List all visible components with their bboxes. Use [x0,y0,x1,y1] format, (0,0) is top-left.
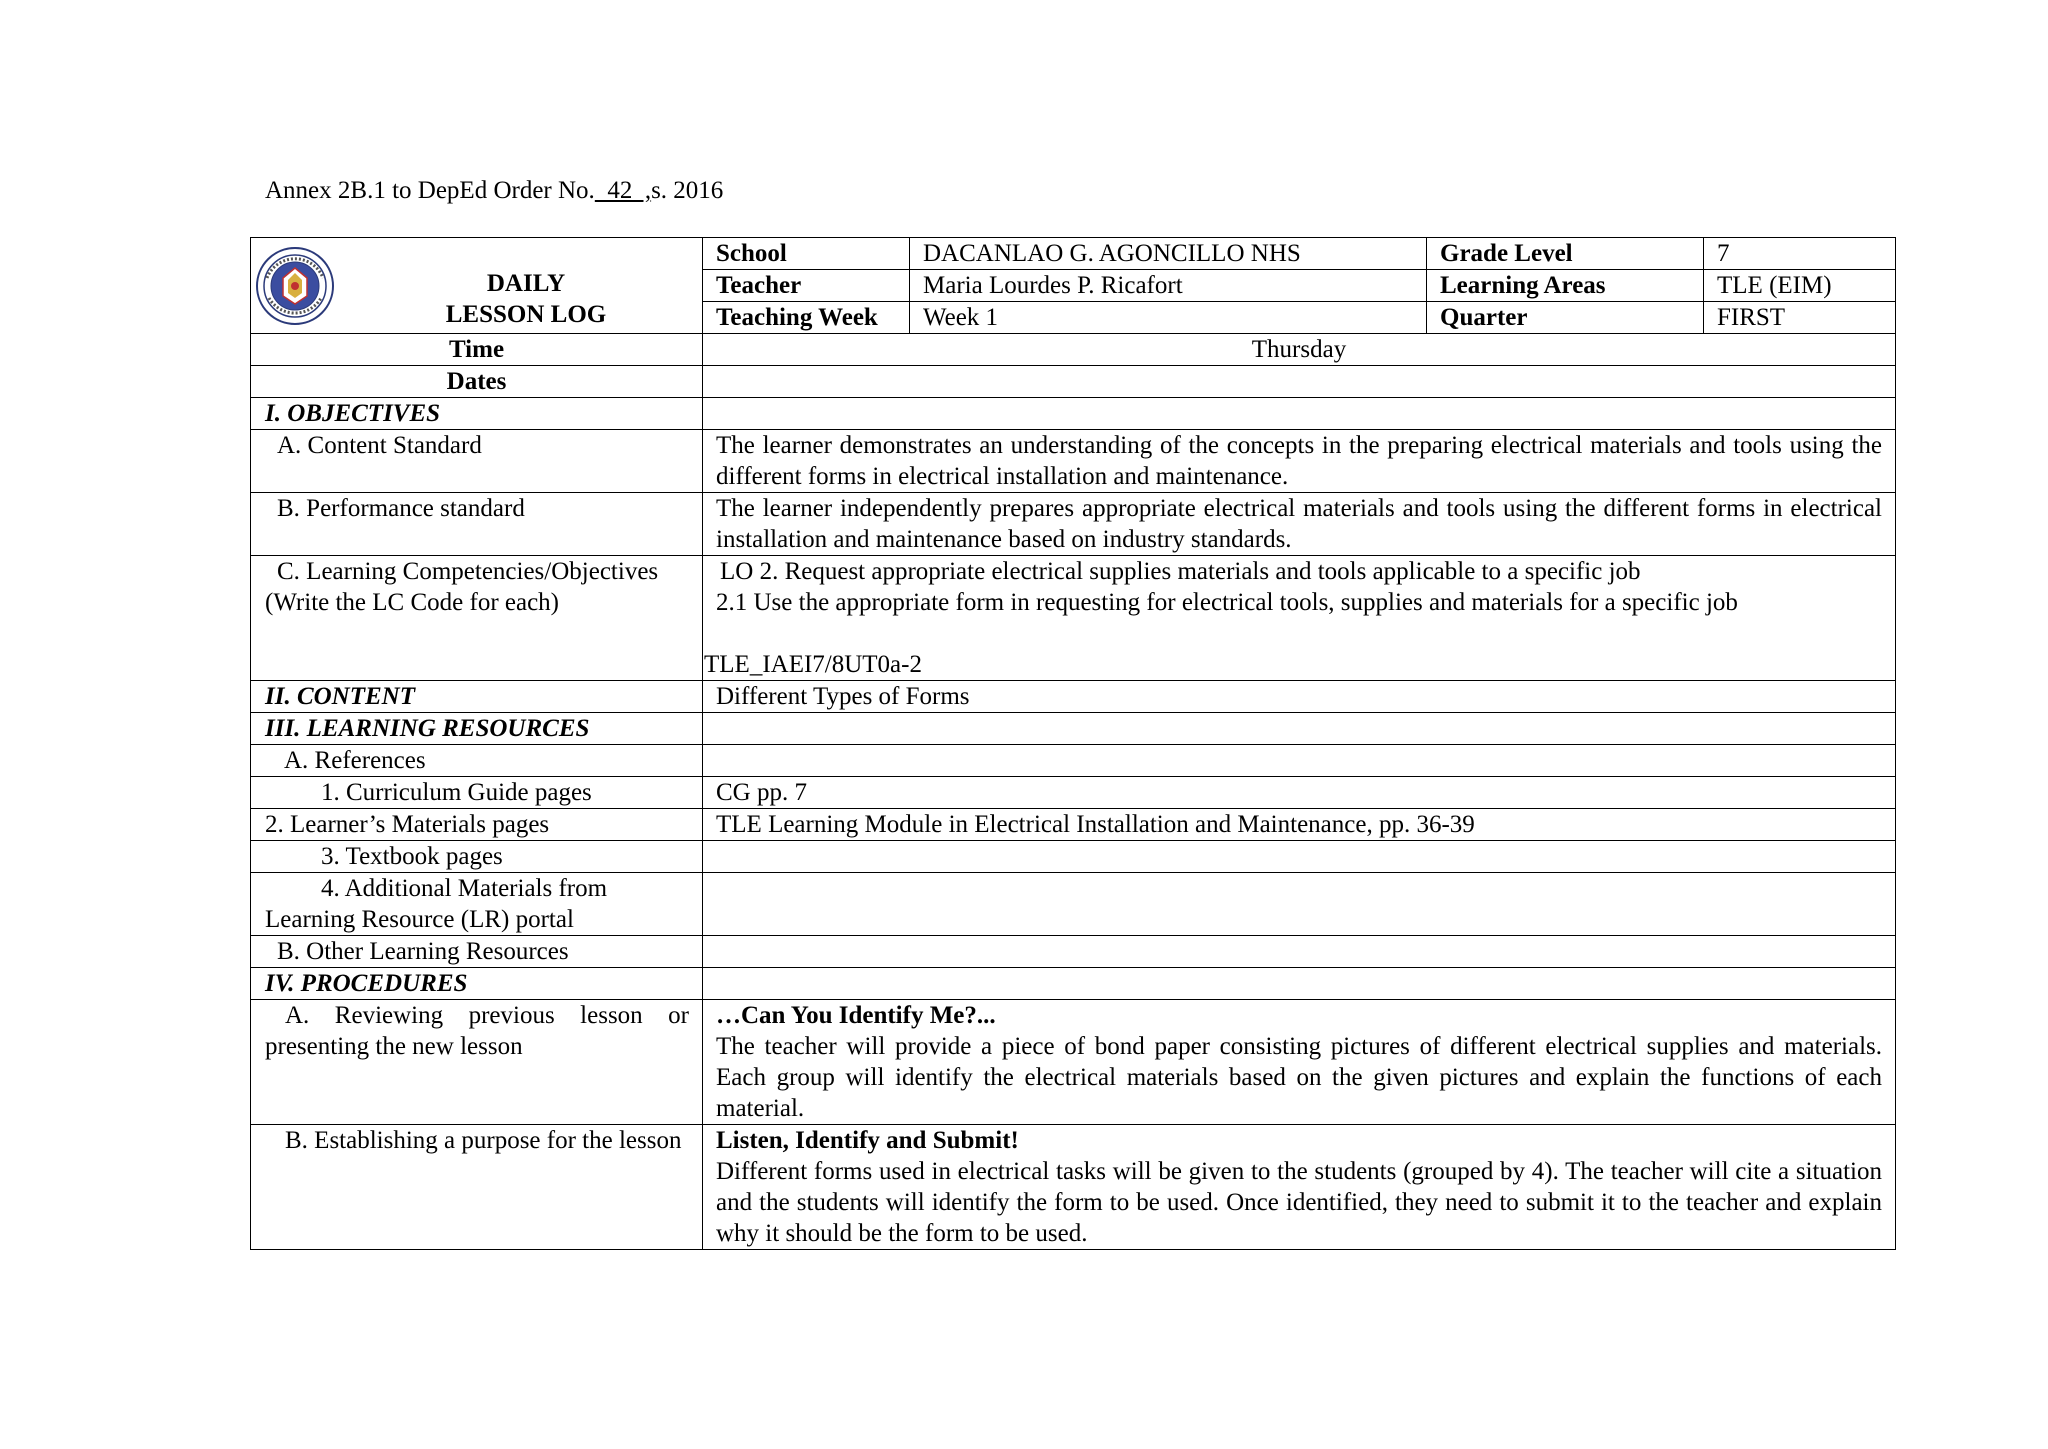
procedure-b-title: Listen, Identify and Submit! [716,1127,1019,1154]
other-resources-value [703,936,1896,968]
competencies-row [251,556,1896,681]
resources-heading-row [251,713,1896,745]
competencies-label-cell [251,556,703,681]
title-line-lesson-log: LESSON LOG [445,301,607,328]
dates-label: Dates [251,366,703,398]
dates-row [251,366,1896,398]
competencies-label: C. Learning Competencies/Objectives [277,558,659,585]
learners-materials-label: 2. Learner’s Materials pages [251,809,703,841]
quarter-label: Quarter [1427,302,1704,334]
procedure-b-row [251,1125,1896,1250]
time-label: Time [251,334,703,366]
competencies-line-1: LO 2. Request appropriate electrical supplies materials and tools applicable to a specific job [720,558,1641,585]
other-resources-row [251,936,1896,968]
references-blank [703,745,1896,777]
additional-materials-label-cell [251,873,703,936]
objectives-heading-row [251,398,1896,430]
performance-standard-value: The learner independently prepares appropriate electrical materials and tools using the different forms in electrical installation and maintenance based on industry standards. [703,493,1896,556]
procedure-a-cell [703,1000,1896,1125]
additional-materials-label-1: 4. Additional Materials from [321,875,608,902]
other-resources-label: B. Other Learning Resources [251,936,703,968]
competencies-sublabel: (Write the LC Code for each) [265,589,560,616]
competencies-value-cell [703,556,1896,681]
school-value: DACANLAO G. AGONCILLO NHS [910,238,1427,270]
textbook-row [251,841,1896,873]
annex-suffix: s. 2016 [651,177,724,204]
curriculum-guide-label: 1. Curriculum Guide pages [251,777,703,809]
curriculum-guide-row [251,777,1896,809]
learning-areas-label: Learning Areas [1427,270,1704,302]
procedure-a-row [251,1000,1896,1125]
competencies-line-2: 2.1 Use the appropriate form in requesting for electrical tools, supplies and materials for a specific job [716,589,1738,616]
grade-level-value: 7 [1704,238,1896,270]
teaching-week-value: Week 1 [910,302,1427,334]
procedure-b-label: B. Establishing a purpose for the lesson [251,1125,703,1250]
references-label: A. References [251,745,703,777]
time-row [251,334,1896,366]
learning-areas-value: TLE (EIM) [1704,270,1896,302]
procedure-a-label: A. Reviewing previous lesson or presenting the new lesson [251,1000,703,1125]
time-value: Thursday [703,334,1896,366]
performance-standard-row [251,493,1896,556]
dates-value [703,366,1896,398]
procedure-b-cell [703,1125,1896,1250]
teacher-label: Teacher [703,270,910,302]
quarter-value: FIRST [1704,302,1896,334]
references-row [251,745,1896,777]
content-heading: II. CONTENT [251,681,703,713]
additional-materials-value [703,873,1896,936]
deped-seal-icon [255,246,335,326]
procedures-heading: IV. PROCEDURES [251,968,703,1000]
additional-materials-row [251,873,1896,936]
additional-materials-label-2: Learning Resource (LR) portal [265,906,574,933]
textbook-label: 3. Textbook pages [251,841,703,873]
content-row [251,681,1896,713]
content-standard-row [251,430,1896,493]
school-label: School [703,238,910,270]
daily-lesson-log-table [250,237,1896,1250]
learners-materials-row [251,809,1896,841]
content-standard-value: The learner demonstrates an understanding of the concepts in the preparing electrical materials and tools using the different forms in electrical installation and maintenance. [703,430,1896,493]
performance-standard-label: B. Performance standard [251,493,703,556]
document-title [421,268,631,330]
objectives-heading-blank [703,398,1896,430]
title-line-daily: DAILY [486,270,566,297]
grade-level-label: Grade Level [1427,238,1704,270]
annex-order-no: 42 , [594,177,652,204]
procedure-a-text: The teacher will provide a piece of bond paper consisting pictures of different electrical supplies and materials. Each group will identify the electrical materials based on the given pictures and explain the functions of each material. [716,1033,1882,1122]
competencies-spacer [716,618,1882,649]
annex-reference [265,176,723,206]
teaching-week-label: Teaching Week [703,302,910,334]
title-cell [251,238,703,334]
resources-heading: III. LEARNING RESOURCES [251,713,703,745]
procedures-heading-blank [703,968,1896,1000]
objectives-heading: I. OBJECTIVES [251,398,703,430]
teacher-value: Maria Lourdes P. Ricafort [910,270,1427,302]
procedures-heading-row [251,968,1896,1000]
textbook-value [703,841,1896,873]
annex-prefix: Annex 2B.1 to DepEd Order No. [265,177,595,204]
procedure-b-text: Different forms used in electrical tasks will be given to the students (grouped by 4). The teacher will cite a situation and the students will identify the form to be used. Once identified, they need to submit it to the teacher and explain why it should be the form to be used. [716,1158,1882,1247]
curriculum-guide-value: CG pp. 7 [703,777,1896,809]
learners-materials-value: TLE Learning Module in Electrical Installation and Maintenance, pp. 36-39 [703,809,1896,841]
content-standard-label: A. Content Standard [251,430,703,493]
lc-code: TLE_IAEI7/8UT0a-2 [704,651,922,678]
procedure-a-title: …Can You Identify Me?... [716,1002,996,1029]
header-row-school [251,238,1896,270]
resources-heading-blank [703,713,1896,745]
content-value: Different Types of Forms [703,681,1896,713]
